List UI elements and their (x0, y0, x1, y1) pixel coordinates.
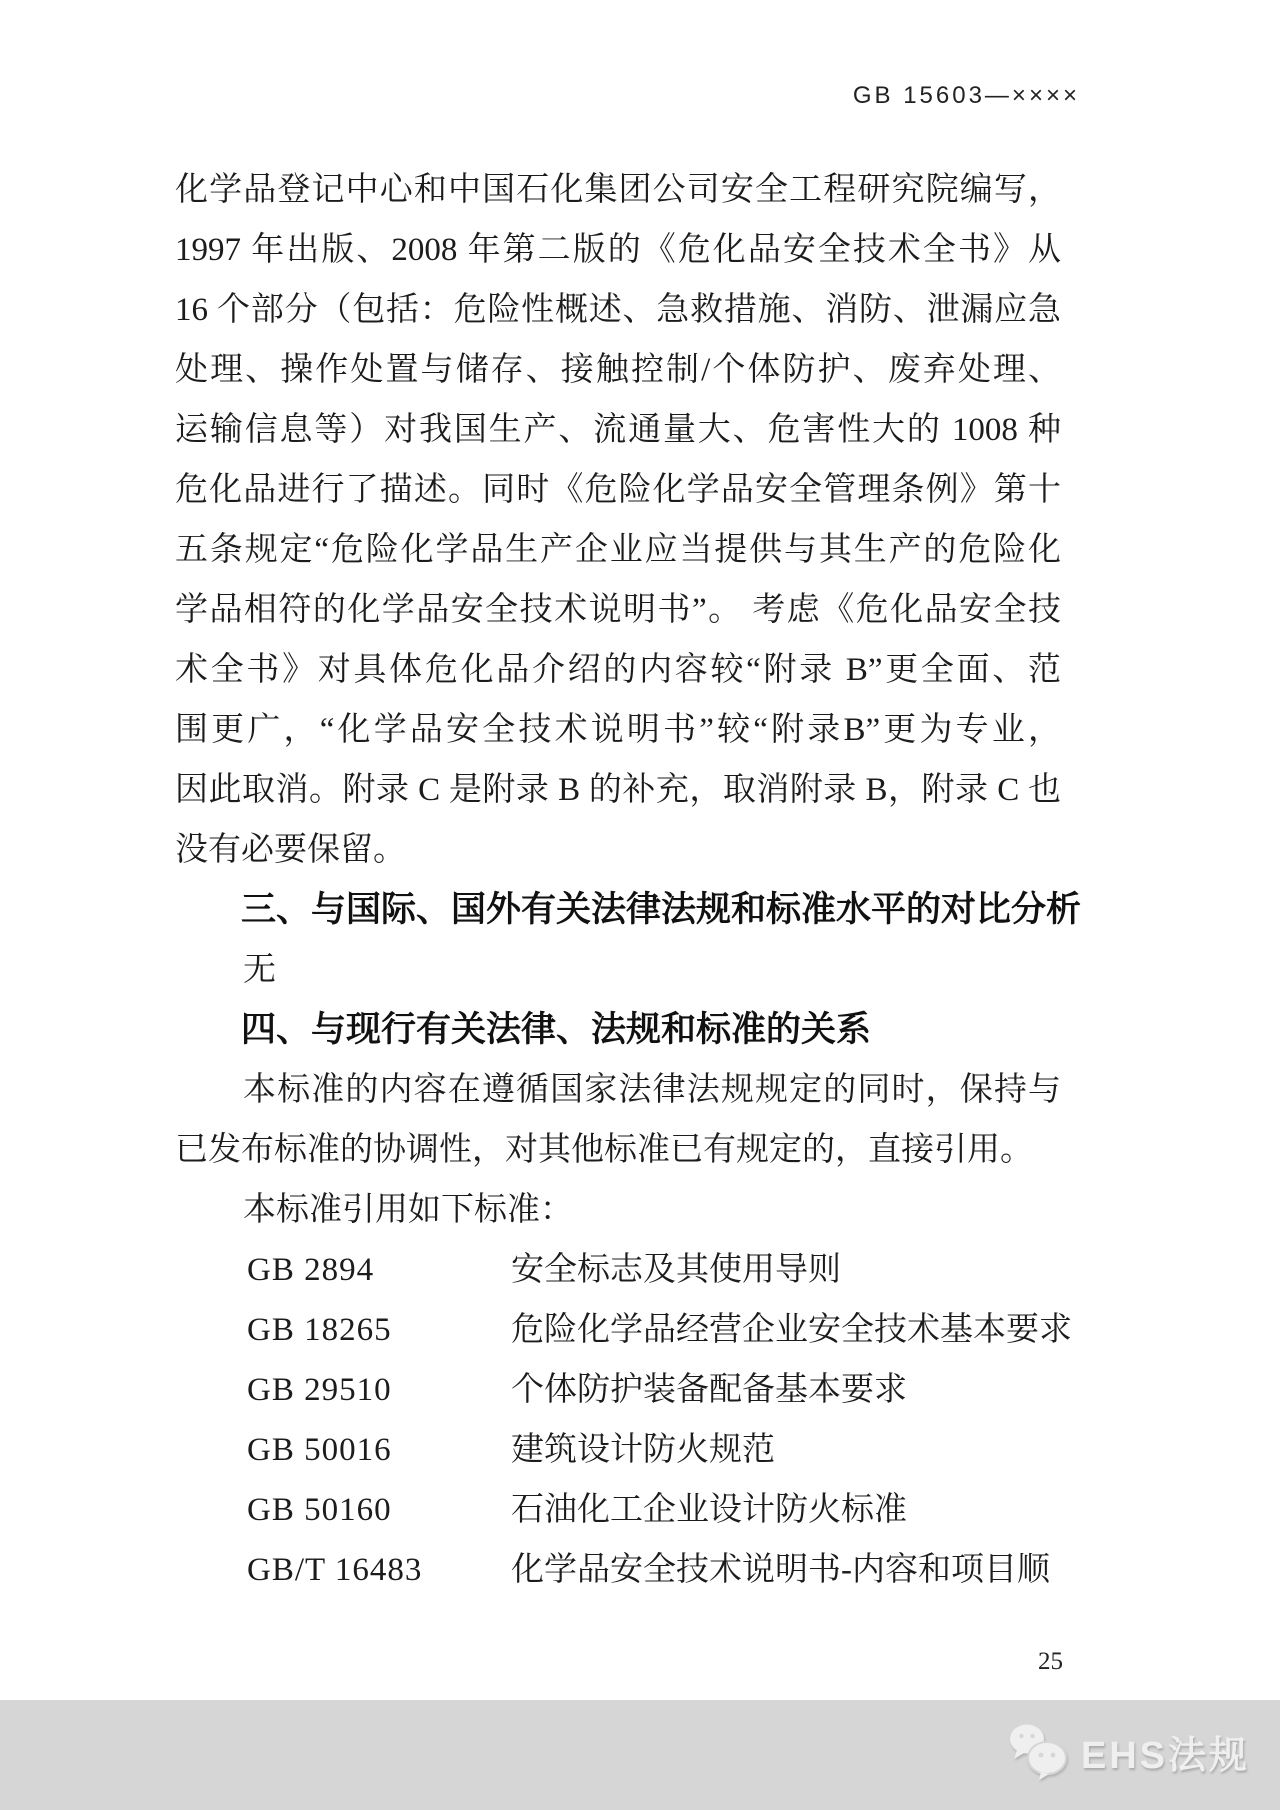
standard-code: GB 29510 (247, 1372, 392, 1408)
standard-code: GB 50160 (247, 1492, 392, 1528)
referenced-standard-row (175, 1420, 1061, 1480)
standard-title: 个体防护装备配备基本要求 (511, 1372, 907, 1408)
referenced-standard-row (175, 1240, 1061, 1300)
text-line: 因此取消。附录 C 是附录 B 的补充，取消附录 B，附录 C 也 (175, 772, 1061, 808)
standard-code: GB/T 16483 (247, 1552, 423, 1588)
referenced-standard-row (175, 1360, 1061, 1420)
standard-title: 危险化学品经营企业安全技术基本要求 (511, 1312, 1072, 1348)
text-line: 本标准的内容在遵循国家法律法规规定的同时，保持与 (243, 1072, 1061, 1108)
referenced-standard-row (175, 1540, 1061, 1600)
text-line: 五条规定“危险化学品生产企业应当提供与其生产的危险化 (175, 532, 1061, 568)
paragraph-1 (175, 160, 1061, 880)
standard-title: 建筑设计防火规范 (511, 1432, 775, 1468)
document-body (175, 160, 1082, 1600)
text-line: 围更广，“化学品安全技术说明书”较“附录B”更为专业， (175, 712, 1061, 748)
footer-watermark-band (0, 1700, 1280, 1810)
text-line: 已发布标准的协调性，对其他标准已有规定的，直接引用。 (175, 1132, 1033, 1168)
text-line: 术全书》对具体危化品介绍的内容较“附录 B”更全面、范 (175, 652, 1061, 688)
standard-code: GB 18265 (247, 1312, 392, 1348)
section-3-content: 无 (243, 952, 276, 988)
wechat-icon (1007, 1722, 1071, 1780)
standard-title: 化学品安全技术说明书-内容和项目顺 (511, 1552, 1050, 1588)
references-intro: 本标准引用如下标准： (243, 1192, 573, 1228)
text-line: 学品相符的化学品安全技术说明书”。 考虑《危化品安全技 (175, 592, 1061, 628)
text-line: 没有必要保留。 (175, 832, 406, 868)
referenced-standards-list (175, 1240, 1072, 1600)
referenced-standard-row (175, 1480, 1061, 1540)
referenced-standard-row (175, 1300, 1072, 1360)
watermark (1007, 1722, 1250, 1780)
section-4-heading: 四、与现行有关法律、法规和标准的关系 (241, 1010, 872, 1049)
text-line: 运输信息等）对我国生产、流通量大、危害性大的 1008 种 (175, 412, 1061, 448)
text-line: 1997 年出版、2008 年第二版的《危化品安全技术全书》从 (175, 232, 1061, 268)
page-number: 25 (1038, 1648, 1063, 1675)
watermark-label: EHS法规 (1080, 1734, 1250, 1777)
section-3-heading: 三、与国际、国外有关法律法规和标准水平的对比分析 (241, 890, 1082, 929)
standard-title: 安全标志及其使用导则 (511, 1252, 841, 1288)
standard-code: GB 2894 (247, 1252, 375, 1288)
standard-title: 石油化工企业设计防火标准 (511, 1492, 907, 1528)
standard-code: GB 50016 (247, 1432, 392, 1468)
text-line: 16 个部分（包括：危险性概述、急救措施、消防、泄漏应急 (175, 292, 1061, 328)
text-line: 处理、操作处置与储存、接触控制/个体防护、废弃处理、 (175, 352, 1061, 388)
text-line: 危化品进行了描述。同时《危险化学品安全管理条例》第十 (175, 472, 1061, 508)
paragraph-2 (175, 1060, 1061, 1180)
text-line: 化学品登记中心和中国石化集团公司安全工程研究院编写， (175, 172, 1061, 208)
standard-number-header: GB 15603—×××× (852, 82, 1080, 109)
